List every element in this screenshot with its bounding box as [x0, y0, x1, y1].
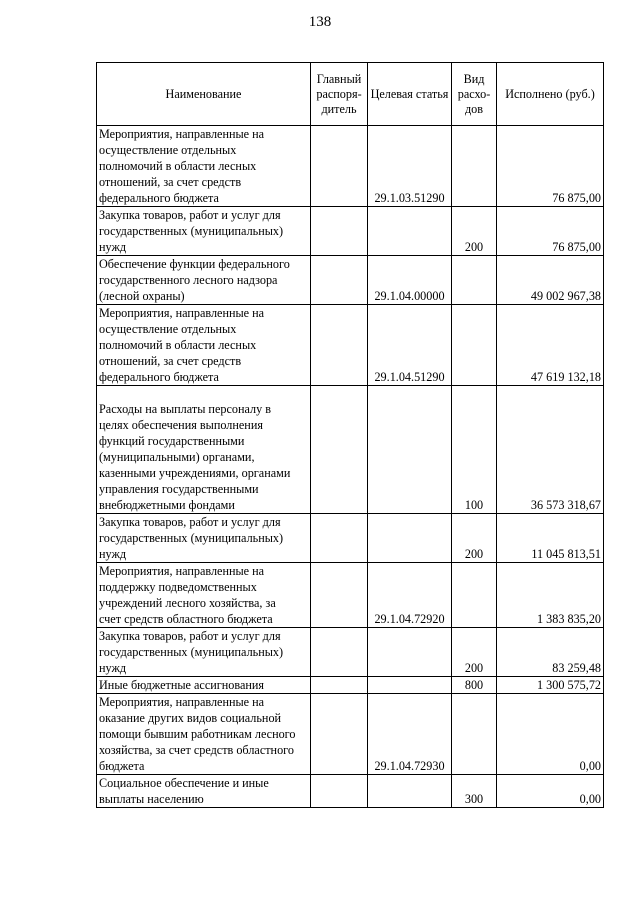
cell-target [368, 775, 452, 808]
cell-amount: 1 383 835,20 [497, 563, 604, 628]
name-line: Мероприятия, направленные на [99, 695, 265, 709]
name-line: Мероприятия, направленные на [99, 564, 265, 578]
name-line: федерального бюджета [99, 370, 219, 384]
name-line: (лесной охраны) [99, 289, 185, 303]
cell-admin [311, 207, 368, 256]
name-line: отношений, за счет средств [99, 354, 242, 368]
name-line: нужд [99, 547, 127, 561]
cell-exptype [452, 256, 497, 305]
table-row [97, 563, 604, 628]
name-line: Расходы на выплаты персоналу в [99, 402, 271, 416]
cell-exptype [452, 305, 497, 386]
cell-target [368, 628, 452, 677]
table-row [97, 256, 604, 305]
cell-amount: 83 259,48 [497, 628, 604, 677]
name-line: полномочий в области лесных [99, 338, 257, 352]
cell-target [368, 514, 452, 563]
cell-target: 29.1.04.72930 [368, 694, 452, 775]
name-line: выплаты населению [99, 792, 204, 806]
cell-amount: 76 875,00 [497, 126, 604, 207]
name-line: полномочий в области лесных [99, 159, 257, 173]
name-line: Мероприятия, направленные на [99, 127, 265, 141]
cell-exptype [452, 694, 497, 775]
cell-name [97, 775, 311, 808]
cell-exptype [452, 126, 497, 207]
cell-name [97, 563, 311, 628]
cell-amount: 36 573 318,67 [497, 386, 604, 514]
cell-target [368, 677, 452, 694]
cell-target: 29.1.04.00000 [368, 256, 452, 305]
table-row [97, 207, 604, 256]
cell-amount: 11 045 813,51 [497, 514, 604, 563]
table-row [97, 775, 604, 808]
cell-admin [311, 514, 368, 563]
table-header-row [97, 63, 604, 126]
name-line: бюджета [99, 759, 145, 773]
cell-name [97, 514, 311, 563]
cell-admin [311, 775, 368, 808]
cell-name [97, 305, 311, 386]
cell-amount: 0,00 [497, 775, 604, 808]
name-line: осуществление отдельных [99, 143, 237, 157]
name-line: хозяйства, за счет средств областного [99, 743, 294, 757]
cell-exptype: 200 [452, 514, 497, 563]
name-line: Закупка товаров, работ и услуг для [99, 629, 281, 643]
cell-exptype: 200 [452, 628, 497, 677]
header-exptype: Вид расхо-дов [452, 63, 497, 126]
cell-name [97, 386, 311, 514]
name-line: отношений, за счет средств [99, 175, 242, 189]
name-line: Мероприятия, направленные на [99, 306, 265, 320]
cell-exptype: 300 [452, 775, 497, 808]
table-row [97, 628, 604, 677]
name-line: помощи бывшим работникам лесного [99, 727, 296, 741]
cell-name [97, 256, 311, 305]
page-number: 138 [308, 14, 332, 30]
cell-exptype [452, 563, 497, 628]
table-row [97, 126, 604, 207]
cell-target [368, 207, 452, 256]
cell-name [97, 677, 311, 694]
header-admin: Главный распоря-дитель [311, 63, 368, 126]
cell-amount: 47 619 132,18 [497, 305, 604, 386]
name-line: Закупка товаров, работ и услуг для [99, 208, 281, 222]
name-line: Социальное обеспечение и иные [99, 776, 269, 790]
cell-target: 29.1.04.72920 [368, 563, 452, 628]
cell-admin [311, 628, 368, 677]
name-line: казенными учреждениями, органами [99, 466, 291, 480]
header-target: Целевая статья [368, 63, 452, 126]
table-row [97, 386, 604, 514]
table-row [97, 305, 604, 386]
name-line: Закупка товаров, работ и услуг для [99, 515, 281, 529]
table-body [97, 126, 604, 808]
name-line: (муниципальными) органами, [99, 450, 255, 464]
name-line: внебюджетными фондами [99, 498, 235, 512]
cell-name [97, 694, 311, 775]
cell-target [368, 386, 452, 514]
name-line: целях обеспечения выполнения [99, 418, 263, 432]
budget-execution-table [96, 62, 604, 808]
name-line: осуществление отдельных [99, 322, 237, 336]
cell-amount: 49 002 967,38 [497, 256, 604, 305]
cell-admin [311, 677, 368, 694]
name-line: поддержку подведомственных [99, 580, 257, 594]
cell-admin [311, 256, 368, 305]
name-line: Обеспечение функции федерального [99, 257, 290, 271]
cell-target: 29.1.04.51290 [368, 305, 452, 386]
name-line: нужд [99, 240, 127, 254]
cell-name [97, 628, 311, 677]
cell-admin [311, 386, 368, 514]
cell-name [97, 207, 311, 256]
table-row [97, 694, 604, 775]
name-line: федерального бюджета [99, 191, 219, 205]
name-line: счет средств областного бюджета [99, 612, 273, 626]
name-line: функций государственными [99, 434, 245, 448]
name-line: государственных (муниципальных) [99, 531, 284, 545]
name-line: нужд [99, 661, 127, 675]
cell-name [97, 126, 311, 207]
cell-target: 29.1.03.51290 [368, 126, 452, 207]
name-line: государственного лесного надзора [99, 273, 278, 287]
name-line: управления государственными [99, 482, 259, 496]
cell-admin [311, 305, 368, 386]
name-line: Иные бюджетные ассигнования [99, 678, 265, 692]
name-line: учреждений лесного хозяйства, за [99, 596, 276, 610]
cell-exptype: 200 [452, 207, 497, 256]
name-line: государственных (муниципальных) [99, 224, 284, 238]
header-name: Наименование [97, 63, 311, 126]
cell-admin [311, 563, 368, 628]
cell-amount: 0,00 [497, 694, 604, 775]
header-amount: Исполнено (руб.) [497, 63, 604, 126]
name-line: государственных (муниципальных) [99, 645, 284, 659]
cell-exptype: 800 [452, 677, 497, 694]
cell-admin [311, 694, 368, 775]
cell-amount: 1 300 575,72 [497, 677, 604, 694]
cell-exptype: 100 [452, 386, 497, 514]
cell-admin [311, 126, 368, 207]
table-row [97, 514, 604, 563]
table-row [97, 677, 604, 694]
cell-amount: 76 875,00 [497, 207, 604, 256]
name-line: оказание других видов социальной [99, 711, 282, 725]
